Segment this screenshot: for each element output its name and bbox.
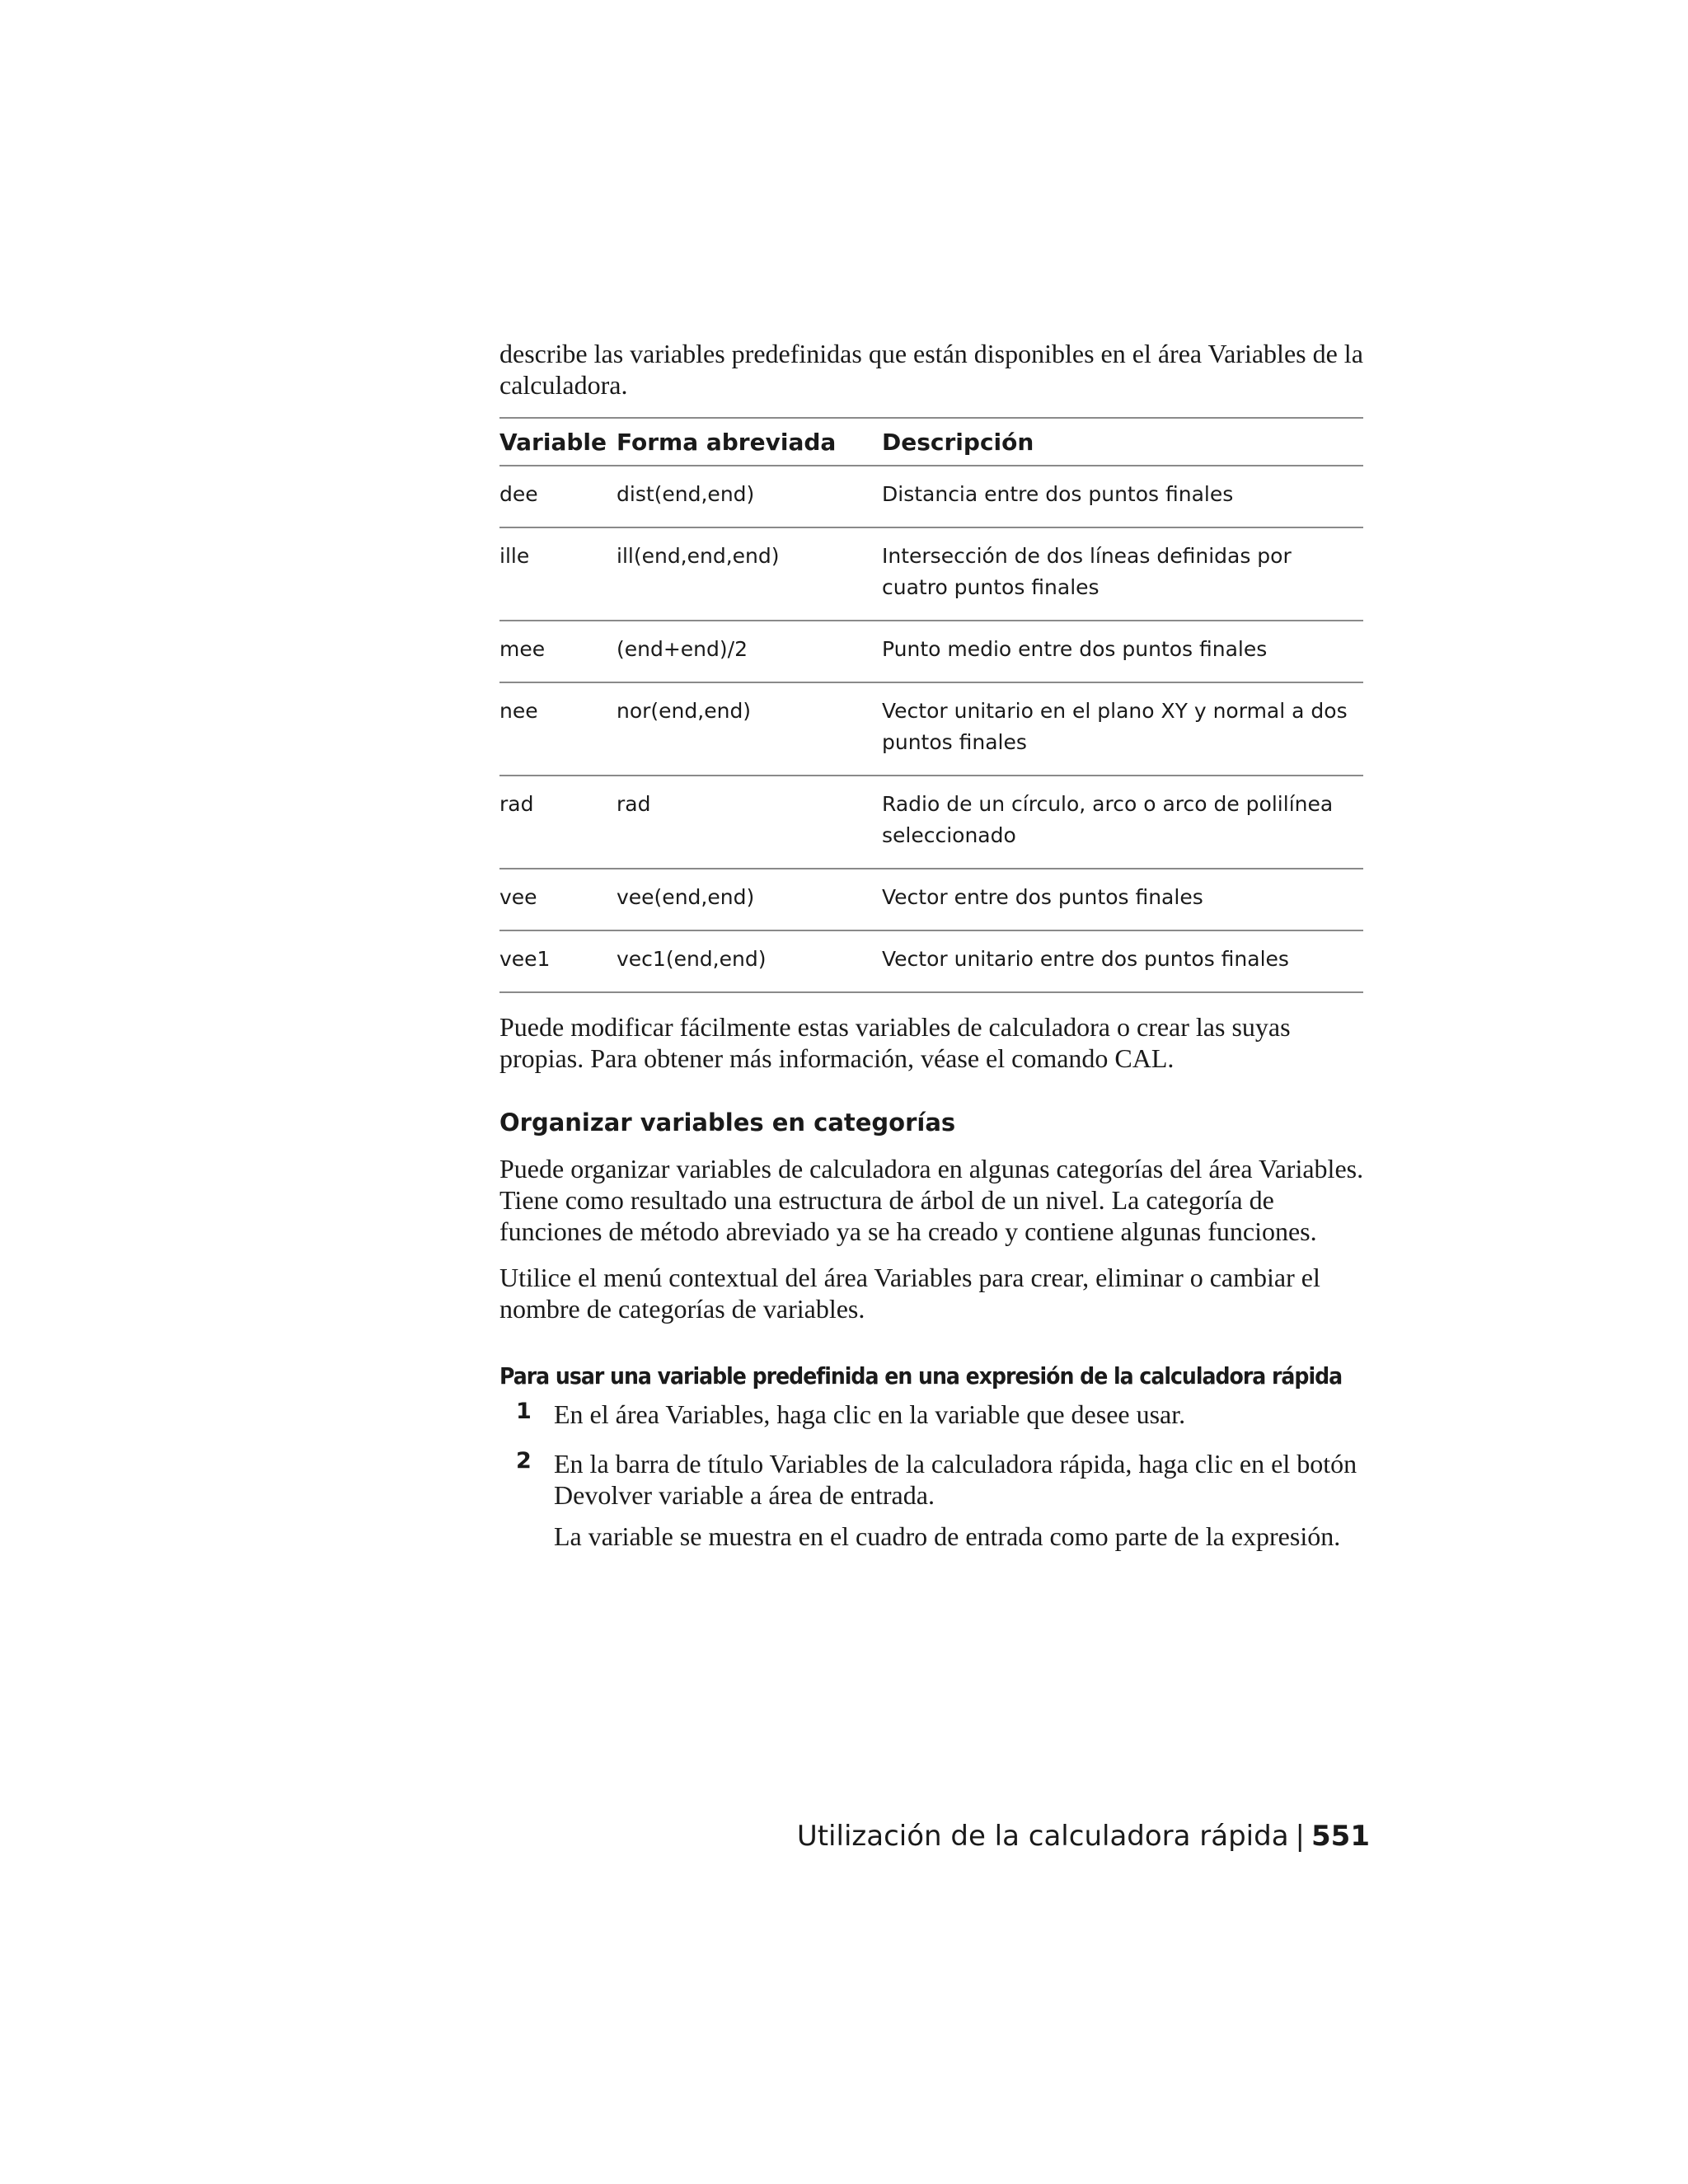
table-header-row xyxy=(499,418,1363,466)
intro-paragraph: describe las variables predefinidas que están disponibles en el área Variables de la calculadora. xyxy=(499,339,1363,400)
cell-variable: mee xyxy=(499,637,546,661)
section-paragraph-2: Utilice el menú contextual del área Variables para crear, eliminar o cambiar el nombre de categorías de variables. xyxy=(499,1263,1320,1324)
step-text: En la barra de título Variables de la calculadora rápida, haga clic en el botón Devolver variable a área de entrada. xyxy=(554,1449,1357,1510)
list-item xyxy=(499,1399,1373,1430)
column-header-variable: Variable xyxy=(499,428,607,456)
cell-variable: ille xyxy=(499,544,530,568)
variables-table xyxy=(499,417,1363,993)
cell-description: Punto medio entre dos puntos finales xyxy=(882,637,1268,661)
step-number: 1 xyxy=(516,1399,532,1424)
procedure-steps xyxy=(499,1399,1373,1552)
cell-variable: vee xyxy=(499,885,537,909)
footer-chapter-title: Utilización de la calculadora rápida xyxy=(796,1820,1289,1853)
page-footer xyxy=(797,1820,1370,1853)
cell-variable: nee xyxy=(499,699,538,723)
cell-short-form: (end+end)/2 xyxy=(617,637,748,661)
cell-short-form: vec1(end,end) xyxy=(617,947,767,971)
cell-variable: dee xyxy=(499,482,538,506)
cell-description: Intersección de dos líneas definidas por cuatro puntos finales xyxy=(882,544,1292,599)
cell-short-form: vee(end,end) xyxy=(617,885,755,909)
cell-variable: rad xyxy=(499,792,534,816)
table-row xyxy=(499,527,1363,621)
section-paragraph-1: Puede organizar variables de calculadora en algunas categorías del área Variables. Tiene como resultado una estructura de árbol de un nivel. La categoría de funciones de método abreviado ya se ha creado y contiene algunas funciones. xyxy=(499,1154,1364,1246)
cell-short-form: nor(end,end) xyxy=(617,699,752,723)
table-row xyxy=(499,869,1363,930)
section-heading: Organizar variables en categorías xyxy=(499,1108,956,1137)
cell-short-form: ill(end,end,end) xyxy=(617,544,780,568)
cell-description: Radio de un círculo, arco o arco de polilínea seleccionado xyxy=(882,792,1334,847)
cell-short-form: rad xyxy=(617,792,651,816)
table-row xyxy=(499,776,1363,869)
page-content xyxy=(499,338,1373,1570)
column-header-short-form: Forma abreviada xyxy=(617,428,837,456)
footer-separator: | xyxy=(1295,1820,1306,1853)
cell-description: Distancia entre dos puntos finales xyxy=(882,482,1234,506)
table-row xyxy=(499,466,1363,527)
step-result: La variable se muestra en el cuadro de entrada como parte de la expresión. xyxy=(554,1521,1341,1551)
step-text: En el área Variables, haga clic en la variable que desee usar. xyxy=(554,1399,1186,1429)
procedure-heading: Para usar una variable predefinida en una expresión de la calculadora rápida xyxy=(499,1362,1343,1390)
step-number: 2 xyxy=(516,1448,532,1474)
column-header-description: Descripción xyxy=(882,428,1034,456)
cell-variable: vee1 xyxy=(499,947,551,971)
cell-description: Vector unitario en el plano XY y normal a dos puntos finales xyxy=(882,699,1348,754)
page-number: 551 xyxy=(1311,1820,1370,1853)
table-row xyxy=(499,682,1363,776)
table-row xyxy=(499,621,1363,682)
after-table-paragraph: Puede modificar fácilmente estas variables de calculadora o crear las suyas propias. Para obtener más información, véase el comando CAL. xyxy=(499,1012,1291,1073)
table-row xyxy=(499,930,1363,992)
cell-short-form: dist(end,end) xyxy=(617,482,755,506)
cell-description: Vector unitario entre dos puntos finales xyxy=(882,947,1289,971)
cell-description: Vector entre dos puntos finales xyxy=(882,885,1203,909)
list-item xyxy=(499,1448,1373,1552)
